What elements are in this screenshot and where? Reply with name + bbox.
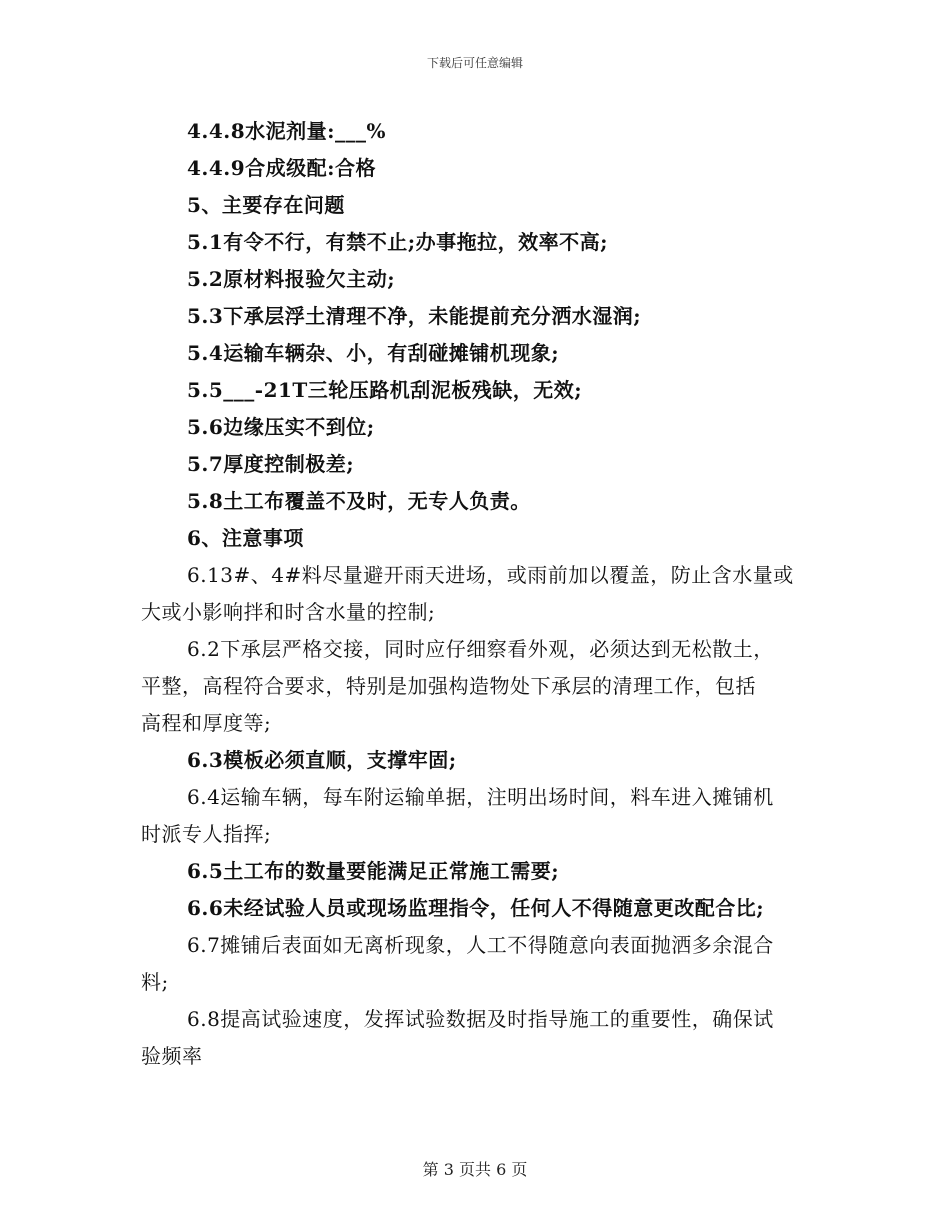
- paragraph-line: 时派专人指挥;: [141, 822, 272, 846]
- paragraph-line: 6.5土工布的数量要能满足正常施工需要;: [187, 859, 560, 883]
- item-6-2: [141, 631, 821, 742]
- item-4-4-8: 4.4.8水泥剂量:___%: [187, 119, 387, 143]
- item-6-4: [141, 779, 821, 853]
- paragraph-line: 6.6未经试验人员或现场监理指令，任何人不得随意更改配合比;: [187, 896, 765, 920]
- page-header: 下载后可任意编辑: [426, 56, 523, 70]
- paragraph-line: 6.2下承层严格交接，同时应仔细察看外观，必须达到无松散土，: [187, 637, 774, 661]
- paragraph-line: 料;: [141, 970, 169, 994]
- item-6-6: [141, 890, 821, 927]
- item-6-1: [141, 557, 821, 631]
- paragraph-line: 6.4运输车辆，每车附运输单据，注明出场时间，料车进入摊铺机: [187, 785, 774, 809]
- item-5-8: 5.8土工布覆盖不及时，无专人负责。: [187, 489, 531, 513]
- item-6-7: [141, 927, 821, 1001]
- section-6-heading: 6、注意事项: [187, 526, 304, 550]
- paragraph-line: 6.13#、4#料尽量避开雨天进场，或雨前加以覆盖，防止含水量或: [187, 563, 794, 587]
- item-6-5: [141, 853, 821, 890]
- item-5-5: 5.5___-21T三轮压路机刮泥板残缺，无效;: [187, 378, 583, 402]
- document-body: [141, 113, 821, 1075]
- item-5-3: 5.3下承层浮土清理不净，未能提前充分洒水湿润;: [187, 304, 642, 328]
- item-6-8: [141, 1001, 821, 1075]
- item-4-4-9: 4.4.9合成级配:合格: [187, 156, 377, 180]
- item-5-7: 5.7厚度控制极差;: [187, 452, 355, 476]
- paragraph-line: 6.3模板必须直顺，支撑牢固;: [187, 748, 457, 772]
- item-5-2: 5.2原材料报验欠主动;: [187, 267, 396, 291]
- item-5-4: 5.4运输车辆杂、小，有刮碰摊铺机现象;: [187, 341, 560, 365]
- paragraph-line: 6.7摊铺后表面如无离析现象，人工不得随意向表面抛洒多余混合: [187, 933, 774, 957]
- paragraph-line: 6.8提高试验速度，发挥试验数据及时指导施工的重要性，确保试: [187, 1007, 774, 1031]
- paragraph-line: 平整，高程符合要求，特别是加强构造物处下承层的清理工作，包括: [141, 674, 756, 698]
- paragraph-line: 高程和厚度等;: [141, 711, 272, 735]
- item-5-1: 5.1有令不行，有禁不止;办事拖拉，效率不高;: [187, 230, 609, 254]
- item-6-3: [141, 742, 821, 779]
- section-5-heading: 5、主要存在问题: [187, 193, 345, 217]
- paragraph-line: 验频率: [141, 1044, 203, 1068]
- paragraph-line: 大或小影响拌和时含水量的控制;: [141, 600, 436, 624]
- item-5-6: 5.6边缘压实不到位;: [187, 415, 375, 439]
- page-footer: 第 3 页共 6 页: [422, 1160, 528, 1179]
